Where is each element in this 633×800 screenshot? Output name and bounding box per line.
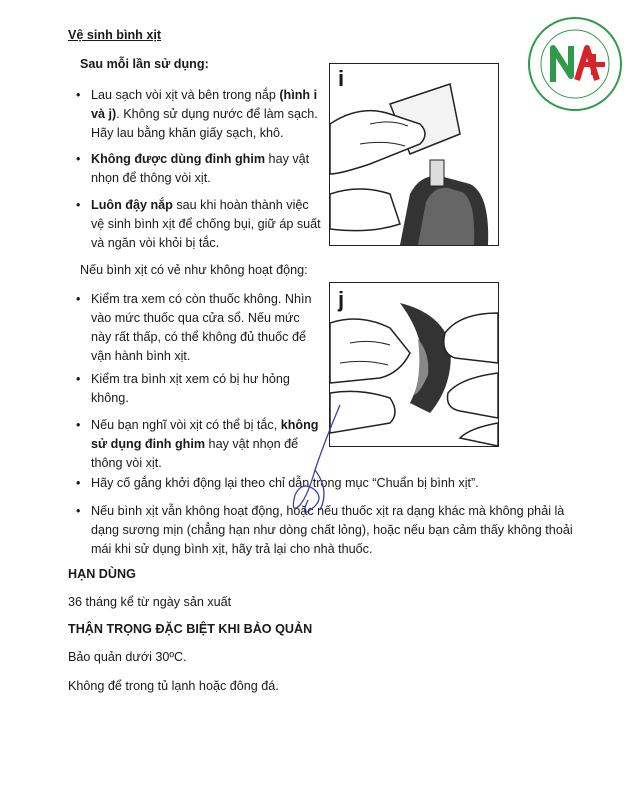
figure-j-label: j xyxy=(338,287,345,312)
bullet-marker: • xyxy=(76,292,81,306)
bullet-clean-1: Lau sạch vòi xịt và bên trong nắp (hình i và j). Không sử dụng nước để làm sạch. Hãy lau bằng khăn giấy sạch, khô. xyxy=(91,88,318,140)
troubleshoot-intro: Nếu bình xịt có vẻ như không hoạt động: xyxy=(80,263,308,277)
pharmacy-logo xyxy=(525,14,625,114)
bullet-marker: • xyxy=(76,152,81,166)
bullet-trouble-3: Nếu bạn nghĩ vòi xịt có thể bị tắc, không sử dụng đinh ghim hay vật nhọn để thông vòi xịt. xyxy=(91,418,319,470)
bullet-clean-3: Luôn đậy nắp sau khi hoàn thành việc vệ sinh bình xịt để chống bụi, giữ áp suất và ngăn vòi khỏi bị tắc. xyxy=(91,198,321,250)
bullet-trouble-5: Nếu bình xịt vẫn không hoạt động, hoặc nếu thuốc xịt ra dạng khác mà không phải là dạng sương mịn (chẳng hạn như dòng chất lỏng), hoặc nếu bạn cảm thấy không thoải mái khi sử dụng bình xịt, hãy trả lại cho nhà thuốc. xyxy=(91,504,573,556)
bullet-trouble-2: Kiểm tra bình xịt xem có bị hư hỏng không. xyxy=(91,372,290,405)
bullet-marker: • xyxy=(76,476,81,490)
handwritten-signature xyxy=(280,400,360,530)
nozzle-wipe-illustration xyxy=(330,64,498,245)
bullet-clean-2: Không được dùng đinh ghim hay vật nhọn để thông vòi xịt. xyxy=(91,152,310,185)
storage-heading: THẬN TRỌNG ĐẶC BIỆT KHI BẢO QUẢN xyxy=(68,622,313,636)
bullet-marker: • xyxy=(76,88,81,102)
bullet-trouble-1: Kiểm tra xem có còn thuốc không. Nhìn vào mức thuốc qua cửa sổ. Nếu mức này rất thấp, có thể không đủ thuốc để vận hành bình xịt. xyxy=(91,292,312,363)
bullet-trouble-4: Hãy cố gắng khởi động lại theo chỉ dẫn trong mục “Chuẩn bị bình xịt”. xyxy=(91,476,479,490)
section-title: Vệ sinh bình xịt xyxy=(68,28,162,42)
bullet-marker: • xyxy=(76,504,81,518)
figure-i-label: i xyxy=(338,66,345,91)
shelf-life-heading: HẠN DÙNG xyxy=(68,567,136,581)
storage-text-1: Bảo quản dưới 30ºC. xyxy=(68,650,187,664)
section-subtitle: Sau mỗi lần sử dụng: xyxy=(80,57,209,71)
shelf-life-text: 36 tháng kể từ ngày sản xuất xyxy=(68,595,232,609)
figure-i xyxy=(329,63,499,246)
bullet-marker: • xyxy=(76,372,81,386)
storage-text-2: Không để trong tủ lạnh hoặc đông đá. xyxy=(68,679,279,693)
bullet-marker: • xyxy=(76,418,81,432)
bullet-marker: • xyxy=(76,198,81,212)
